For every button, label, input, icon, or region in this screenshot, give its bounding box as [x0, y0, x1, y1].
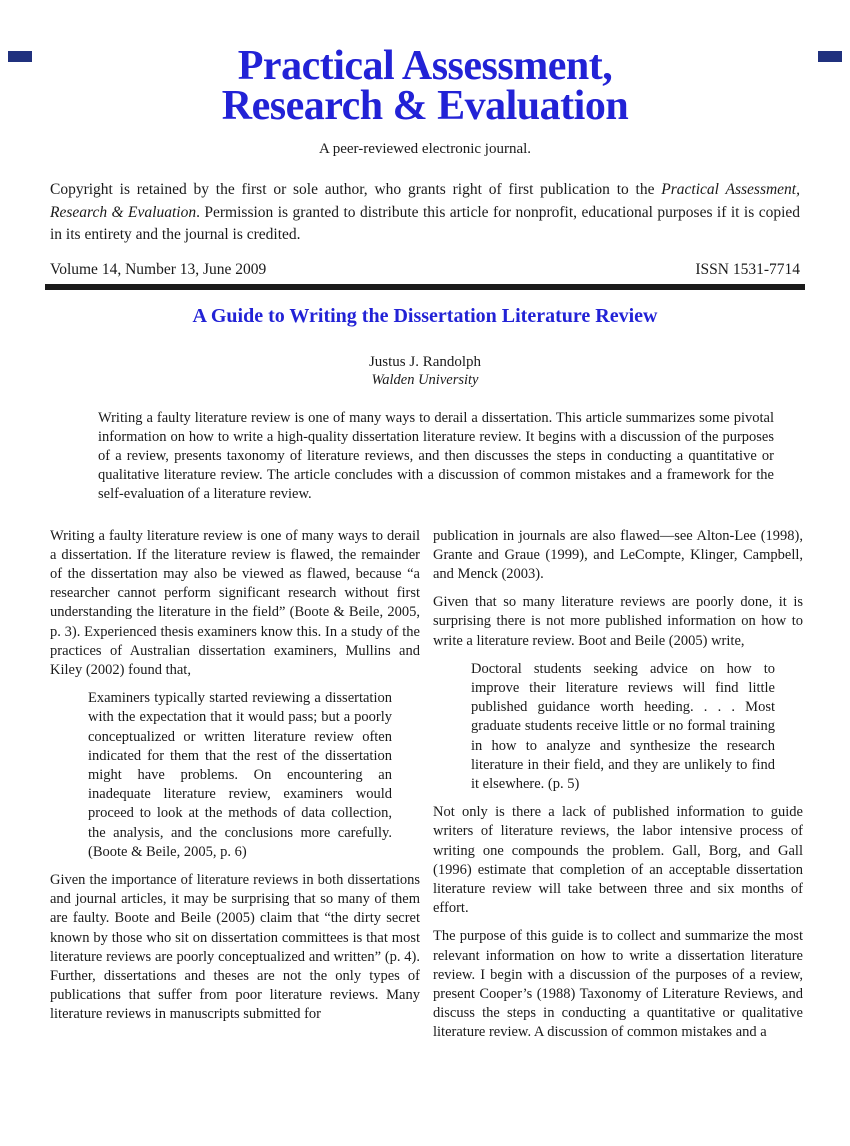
block-quote: Doctoral students seeking advice on how to improve their literature reviews will find little published guidance worth heeding. . . . Most graduate students receive little or no formal training in how to analyze and synthesize the research literature in their field, and they are unlikely to find it elsewhere. (p. 5)	[471, 660, 775, 792]
masthead-row	[50, 261, 800, 279]
column-left	[50, 527, 420, 1052]
paragraph: publication in journals are also flawed—see Alton-Lee (1998), Grante and Graue (1999), and LeCompte, Klinger, Campbell, and Menck (2003).	[433, 527, 803, 582]
journal-tagline: A peer-reviewed electronic journal.	[318, 141, 532, 157]
copyright-text-before: Copyright is retained by the first or sole author, who grants right of first publication to the	[50, 181, 662, 198]
article-title: A Guide to Writing the Dissertation Literature Review	[192, 304, 658, 327]
paragraph: Not only is there a lack of published information to guide writers of literature reviews, the labor intensive process of writing one compounds the problem. Gall, Borg, and Gall (1996) estimate that completion of an acceptable dissertation literature review will take between three and six months of effort.	[433, 804, 803, 917]
paragraph: Given the importance of literature reviews in both dissertations and journal articles, it may be surprising that so many of them are faulty. Boote and Beile (2005) claim that “the dirty secret known by those who sit on dissertation committees is that most literature reviews are poorly conceptualized and written” (p. 4). Further, dissertations and theses are not the only types of publications that suffer from poor literature reviews. Many literature reviews in manuscripts submitted for	[50, 871, 420, 1023]
journal-title-line1: Practical Assessment,	[237, 43, 613, 89]
journal-masthead-title	[0, 43, 850, 129]
journal-title-line2: Research & Evaluation	[221, 83, 629, 129]
body-columns	[50, 527, 803, 1052]
paragraph: Given that so many literature reviews are poorly done, it is surprising there is not more published information on how to write a literature review. Boot and Beile (2005) write,	[433, 594, 803, 649]
corner-mark-left	[8, 51, 32, 62]
volume-info: Volume 14, Number 13, June 2009	[50, 260, 267, 278]
copyright-notice	[50, 179, 800, 247]
block-quote: Examiners typically started reviewing a dissertation with the expectation that it would pass; but a poorly conceptualized or written literature review often indicated for them that the rest of the dissertation might have problems. On encountering an inadequate literature review, examiners would proceed to look at the methods of data collection, the analysis, and the conclusions more carefully. (Boote & Beile, 2005, p. 6)	[88, 690, 392, 860]
copyright-text-after: . Permission is granted to distribute this article for nonprofit, educational purposes if it is copied in its entirety and the journal is credited.	[50, 203, 801, 243]
divider-double-rule	[45, 284, 805, 290]
copyright-journal-name: Practical Assessment, Research & Evaluation	[50, 181, 800, 221]
author-affiliation: Walden University	[371, 371, 479, 388]
issn: ISSN 1531-7714	[695, 260, 800, 278]
paragraph: The purpose of this guide is to collect and summarize the most relevant information on how to write a dissertation literature review. I begin with a discussion of the purposes of a review, present Cooper’s (1988) Taxonomy of Literature Reviews, and discuss the steps in conducting a quantitative or qualitative literature review. A discussion of common mistakes and a	[433, 928, 803, 1041]
abstract: Writing a faulty literature review is one of many ways to derail a dissertation. This article summarizes some pivotal information on how to write a high-quality dissertation literature review. It begins with a discussion of the purposes of a review, presents taxonomy of literature reviews, and then discusses the steps in conducting a quantitative or qualitative literature review. The article concludes with a discussion of common mistakes and a framework for the self-evaluation of a literature review.	[98, 409, 774, 503]
paragraph: Writing a faulty literature review is one of many ways to derail a dissertation. If the literature review is flawed, the remainder of the dissertation may also be viewed as flawed, because “a researcher cannot perform significant research without first understanding the literature in the field” (Boote & Beile, 2005, p. 3). Experienced thesis examiners know this. In a study of the practices of Australian dissertation examiners, Mullins and Kiley (2002) found that,	[50, 527, 420, 678]
author-name: Justus J. Randolph	[368, 353, 482, 370]
column-right	[433, 527, 803, 1052]
corner-mark-right	[818, 51, 842, 62]
journal-page	[0, 43, 850, 1146]
